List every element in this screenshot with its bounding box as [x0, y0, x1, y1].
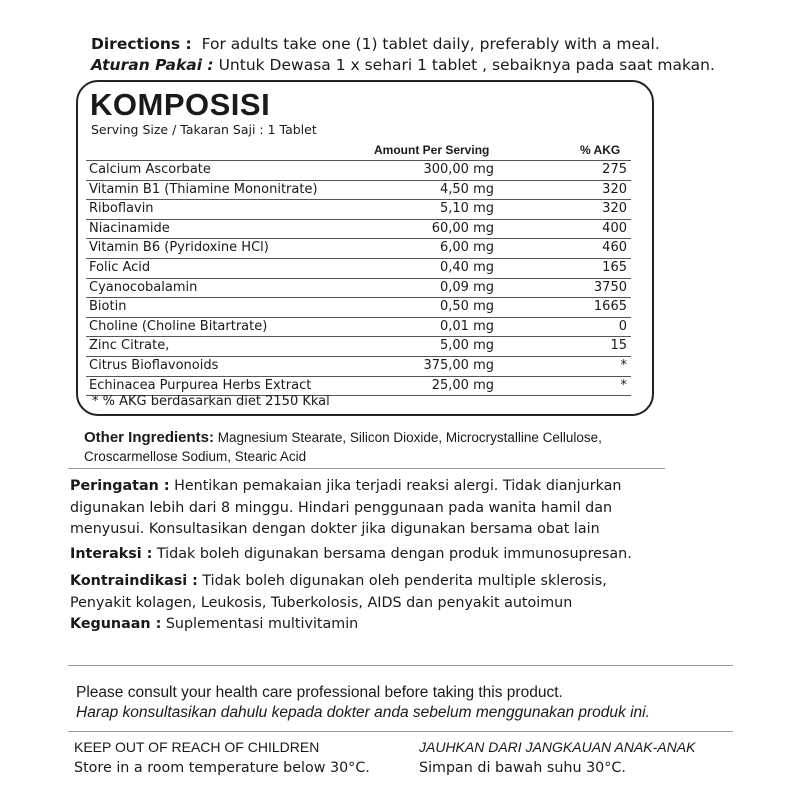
- table-row: [86, 336, 631, 356]
- consult-en: Please consult your health care professional before taking this product.: [76, 684, 563, 701]
- ingredient-amount: 0,40 mg: [440, 259, 494, 275]
- divider: [68, 731, 733, 732]
- table-row: [86, 238, 631, 258]
- directions-en-line: [91, 34, 715, 55]
- ingredient-name: Choline (Choline Bitartrate): [89, 318, 268, 334]
- ingredient-akg: 400: [602, 220, 627, 236]
- other-ingredients-label: Other Ingredients:: [84, 429, 215, 446]
- ingredient-amount: 25,00 mg: [431, 377, 494, 393]
- ingredient-name: Riboflavin: [89, 201, 154, 217]
- table-row: [86, 297, 631, 317]
- ingredient-akg: 275: [602, 162, 627, 177]
- ingredient-akg: 3750: [593, 279, 627, 295]
- table-row: [86, 317, 631, 337]
- kontraindikasi-line2: Penyakit kolagen, Leukosis, Tuberkolosis, AIDS dan penyakit autoimun: [70, 594, 573, 611]
- other-ingredients-line2: Croscarmellose Sodium, Stearic Acid: [84, 449, 307, 464]
- peringatan-line3: menyusui. Konsultasikan dengan dokter jika digunakan bersama obat lain: [70, 521, 600, 537]
- directions-label: Directions :: [91, 35, 192, 53]
- consult-notice: [76, 683, 650, 723]
- kontraindikasi-label: Kontraindikasi :: [70, 573, 198, 589]
- table-row: [86, 356, 631, 376]
- ingredient-akg: 320: [602, 181, 627, 197]
- storage-id: Simpan di bawah suhu 30°C.: [419, 760, 626, 776]
- kegunaan-text: Suplementasi multivitamin: [165, 616, 359, 632]
- warnings-section: [70, 476, 670, 636]
- column-header-akg: % AKG: [580, 143, 621, 157]
- kegunaan-label: Kegunaan :: [70, 616, 162, 632]
- ingredient-name: Calcium Ascorbate: [89, 162, 211, 177]
- ingredient-amount: 5,00 mg: [440, 338, 494, 354]
- column-header-amount: Amount Per Serving: [374, 143, 490, 157]
- peringatan-line2: digunakan lebih dari 8 minggu. Hindari penggunaan pada wanita hamil dan: [70, 499, 613, 516]
- peringatan-label: Peringatan :: [70, 478, 170, 494]
- ingredient-akg: 165: [602, 259, 627, 275]
- serving-size: Serving Size / Takaran Saji : 1 Tablet: [91, 122, 317, 137]
- ingredient-akg: 0: [618, 318, 627, 334]
- ingredient-name: Vitamin B1 (Thiamine Mononitrate): [89, 181, 318, 197]
- aturan-pakai-text: Untuk Dewasa 1 x sehari 1 tablet , sebaiknya pada saat makan.: [218, 56, 715, 74]
- consult-id: Harap konsultasikan dahulu kepada dokter anda sebelum menggunakan produk ini.: [76, 704, 650, 721]
- kontraindikasi-line1: Tidak boleh digunakan oleh penderita multiple sklerosis,: [202, 573, 607, 589]
- storage-en: Store in a room temperature below 30°C.: [74, 760, 370, 776]
- ingredient-amount: 0,01 mg: [440, 318, 494, 334]
- keep-away-en: KEEP OUT OF REACH OF CHILDREN: [74, 739, 320, 755]
- directions-text: For adults take one (1) tablet daily, preferably with a meal.: [201, 35, 660, 53]
- ingredient-name: Zinc Citrate,: [89, 338, 170, 354]
- table-row: [86, 199, 631, 219]
- divider: [68, 665, 733, 666]
- interaksi-label: Interaksi :: [70, 545, 153, 562]
- ingredient-name: Cyanocobalamin: [89, 279, 198, 295]
- table-row: [86, 258, 631, 278]
- ingredient-akg: *: [620, 377, 627, 393]
- composition-title: KOMPOSISI: [90, 87, 271, 122]
- ingredient-akg: 320: [602, 201, 627, 217]
- ingredient-amount: 6,00 mg: [440, 240, 494, 256]
- divider: [68, 468, 665, 469]
- keep-away-id: JAUHKAN DARI JANGKAUAN ANAK-ANAK: [419, 739, 696, 755]
- ingredient-akg: 1665: [593, 299, 627, 315]
- akg-footnote: * % AKG berdasarkan diet 2150 Kkal: [92, 394, 330, 409]
- ingredient-amount: 5,10 mg: [440, 201, 494, 217]
- peringatan-line1: Hentikan pemakaian jika terjadi reaksi alergi. Tidak dianjurkan: [174, 478, 622, 494]
- ingredient-amount: 300,00 mg: [423, 162, 494, 177]
- ingredient-name: Vitamin B6 (Pyridoxine HCl): [89, 240, 269, 256]
- other-ingredients-line1: Magnesium Stearate, Silicon Dioxide, Microcrystalline Cellulose,: [217, 430, 602, 445]
- interaksi-text: Tidak boleh digunakan bersama dengan produk immunosupresan.: [156, 545, 632, 562]
- ingredient-amount: 4,50 mg: [440, 181, 494, 197]
- table-row: [86, 180, 631, 200]
- ingredient-akg: 460: [602, 240, 627, 256]
- ingredient-name: Citrus Bioflavonoids: [89, 357, 219, 373]
- ingredient-akg: *: [620, 357, 627, 373]
- directions-id-line: [91, 55, 715, 76]
- other-ingredients: [84, 428, 674, 466]
- ingredient-name: Biotin: [89, 299, 127, 315]
- ingredient-amount: 375,00 mg: [423, 357, 494, 373]
- ingredient-name: Folic Acid: [89, 259, 151, 275]
- table-row: [86, 160, 631, 180]
- ingredient-amount: 0,09 mg: [440, 279, 494, 295]
- composition-table: [86, 160, 631, 396]
- ingredient-amount: 0,50 mg: [440, 299, 494, 315]
- directions-section: [91, 34, 715, 76]
- aturan-pakai-label: Aturan Pakai :: [91, 56, 214, 74]
- ingredient-name: Echinacea Purpurea Herbs Extract: [89, 377, 312, 393]
- table-row: [86, 278, 631, 298]
- ingredient-name: Niacinamide: [89, 220, 170, 236]
- ingredient-amount: 60,00 mg: [431, 220, 494, 236]
- ingredient-akg: 15: [610, 338, 627, 354]
- table-row: [86, 219, 631, 239]
